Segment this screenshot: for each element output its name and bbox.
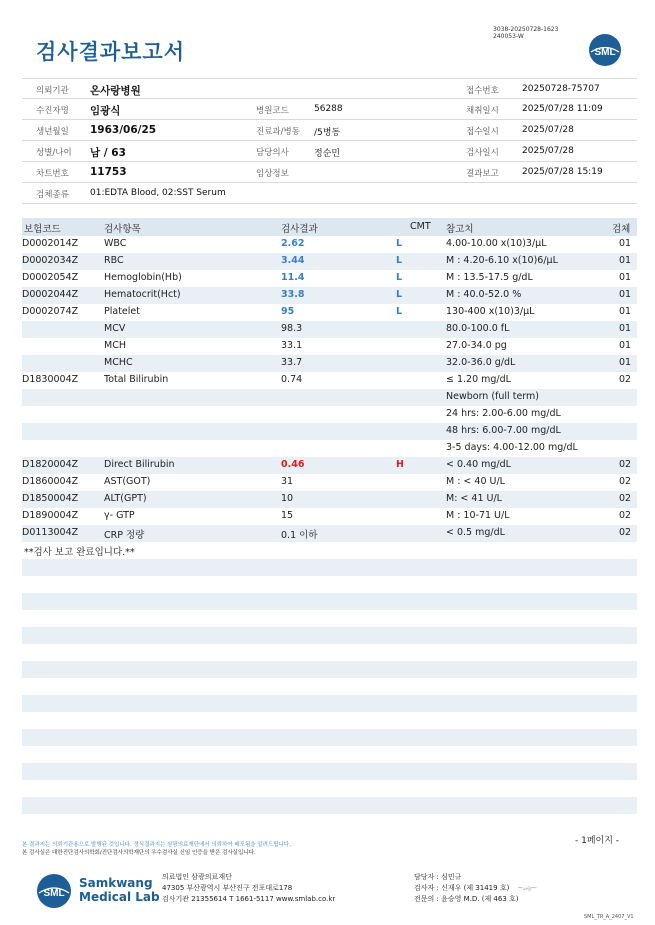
- cell-flag: L: [396, 255, 403, 266]
- brand-line1: Samkwang: [79, 876, 153, 890]
- cell-spec: 02: [619, 476, 632, 487]
- info-row: [22, 162, 637, 183]
- table-row: [22, 746, 637, 763]
- cell-code: D1850004Z: [22, 493, 79, 504]
- info-row: [22, 78, 637, 99]
- page-number: - 1페이지 -: [575, 836, 620, 846]
- cell-result: 0.46: [281, 459, 305, 470]
- receipt-date-label: 접수일시: [466, 127, 499, 137]
- cell-code: D1820004Z: [22, 459, 79, 470]
- cell-ref: 3-5 days: 4.00-12.00 mg/dL: [446, 442, 578, 453]
- table-row: [22, 287, 637, 304]
- cell-spec: 01: [619, 238, 632, 249]
- table-row: [22, 236, 637, 253]
- receipt-no-value: 20250728-75707: [522, 84, 600, 94]
- address-line3: 검사기관 21355614 T 1661-5117 www.smlab.co.kr: [162, 895, 336, 903]
- form-id: SML_TR_A_2407_V1: [584, 914, 634, 920]
- info-row: [22, 120, 637, 141]
- cell-item: CRP 정량: [104, 530, 145, 541]
- cell-item: Direct Bilirubin: [104, 459, 175, 470]
- report-date-value: 2025/07/28 15:19: [522, 167, 603, 177]
- header-item: 검사항목: [104, 224, 141, 235]
- cell-ref: 24 hrs: 2.00-6.00 mg/dL: [446, 408, 561, 419]
- dept-value: /5병동: [314, 128, 341, 138]
- cell-spec: 01: [619, 340, 632, 351]
- cell-result: 95: [281, 306, 295, 317]
- institution-label: 의뢰기관: [36, 86, 69, 96]
- cell-code: D1830004Z: [22, 374, 79, 385]
- cell-item: RBC: [104, 255, 124, 266]
- table-row: [22, 678, 637, 695]
- cell-result: 3.44: [281, 255, 305, 266]
- cell-item: ALT(GPT): [104, 493, 147, 504]
- cell-spec: 01: [619, 323, 632, 334]
- cell-spec: 02: [619, 493, 632, 504]
- cell-spec: 02: [619, 527, 632, 538]
- cell-item: MCH: [104, 340, 126, 351]
- cell-spec: 01: [619, 272, 632, 283]
- cell-spec: 01: [619, 357, 632, 368]
- cell-spec: 02: [619, 510, 632, 521]
- cell-item: γ- GTP: [104, 510, 135, 521]
- chart-no-label: 차트번호: [36, 169, 69, 179]
- report-date-label: 결과보고: [466, 169, 499, 179]
- cell-ref: M: < 41 U/L: [446, 493, 502, 504]
- header-spec: 검체: [612, 224, 631, 235]
- table-row: [22, 542, 637, 559]
- receipt-date-value: 2025/07/28: [522, 125, 574, 135]
- table-row: [22, 457, 637, 474]
- cell-code: D1890004Z: [22, 510, 79, 521]
- brand-line2: Medical Lab: [79, 890, 160, 904]
- collect-date-label: 채취일시: [466, 106, 499, 116]
- table-row: [22, 491, 637, 508]
- cell-result: 11.4: [281, 272, 305, 283]
- document-id: [493, 26, 558, 40]
- cell-flag: H: [396, 459, 404, 470]
- patient-info: [22, 78, 637, 204]
- dept-label: 진료과/병동: [256, 127, 300, 137]
- cell-result: 0.1 이하: [281, 530, 318, 541]
- cell-ref: M : 40.0-52.0 %: [446, 289, 522, 300]
- hospital-code-label: 병원코드: [256, 106, 289, 116]
- table-row: [22, 321, 637, 338]
- institution-value: 온사랑병원: [90, 85, 141, 97]
- footnote-line2: 본 검사실은 대한진단검사의학회/진단검사의학재단의 우수검사실 신임 인증을 받은 검사실입니다.: [22, 850, 256, 856]
- cell-ref: 130-400 x(10)3/μL: [446, 306, 535, 317]
- table-row: [22, 372, 637, 389]
- doctor-value: 정순민: [314, 149, 341, 159]
- cell-result: 0.74: [281, 374, 303, 385]
- cell-ref: Newborn (full term): [446, 391, 539, 402]
- cell-flag: L: [396, 289, 403, 300]
- table-row: [22, 695, 637, 712]
- cell-flag: L: [396, 306, 403, 317]
- logo-text: SML: [594, 47, 616, 58]
- address-line1: 의료법인 삼광의료재단: [162, 873, 232, 881]
- cell-ref: M : 10-71 U/L: [446, 510, 510, 521]
- footer-logo-text: SML: [43, 888, 65, 899]
- table-row: [22, 797, 637, 814]
- cell-result: 33.7: [281, 357, 303, 368]
- cell-ref: 4.00-10.00 x(10)3/μL: [446, 238, 547, 249]
- cell-ref: M : 4.20-6.10 x(10)6/μL: [446, 255, 558, 266]
- info-row: [22, 141, 637, 162]
- doctor-label: 담당의사: [256, 148, 289, 158]
- cell-code: D1860004Z: [22, 476, 79, 487]
- test-date-value: 2025/07/28: [522, 146, 574, 156]
- cell-spec: 01: [619, 255, 632, 266]
- header-result: 검사결과: [281, 224, 318, 235]
- table-row: [22, 627, 637, 644]
- footnote: [22, 841, 291, 857]
- cell-ref: 32.0-36.0 g/dL: [446, 357, 516, 368]
- results-table-header: [22, 218, 637, 236]
- header-ref: 참고치: [446, 224, 474, 235]
- cell-ref: M : 13.5-17.5 g/dL: [446, 272, 533, 283]
- table-row: [22, 780, 637, 797]
- clinical-label: 임상정보: [256, 169, 289, 179]
- cell-code: D0002044Z: [22, 289, 79, 300]
- dob-value: 1963/06/25: [90, 124, 157, 136]
- info-row: [22, 183, 637, 204]
- specimen-label: 검체종류: [36, 190, 69, 200]
- sex-age-value: 남 / 63: [90, 147, 126, 159]
- document-id-line1: 3038-20250728-1623: [493, 26, 559, 33]
- cell-flag: L: [396, 238, 403, 249]
- patient-label: 수진자명: [36, 106, 69, 116]
- table-row: [22, 253, 637, 270]
- table-row: [22, 423, 637, 440]
- chart-no-value: 11753: [90, 166, 127, 178]
- table-row: [22, 661, 637, 678]
- cell-spec: 02: [619, 459, 632, 470]
- receipt-no-label: 접수번호: [466, 86, 499, 96]
- table-row: [22, 389, 637, 406]
- cell-ref: < 0.5 mg/dL: [446, 527, 505, 538]
- results-table-body: [22, 236, 637, 814]
- hospital-code-value: 56288: [314, 104, 343, 114]
- report-title: 검사결과보고서: [36, 40, 186, 64]
- sml-logo-icon: [588, 33, 622, 67]
- footer-address: [162, 872, 335, 905]
- table-row: [22, 559, 637, 576]
- cell-item: Total Bilirubin: [104, 374, 169, 385]
- header-code: 보험코드: [24, 224, 61, 235]
- cell-item: MCV: [104, 323, 126, 334]
- cell-result: 31: [281, 476, 294, 487]
- cell-result: 15: [281, 510, 294, 521]
- staff-line3: 전문의 : 윤승영 M.D. (제 463 호): [414, 895, 519, 903]
- cell-ref: 48 hrs: 6.00-7.00 mg/dL: [446, 425, 561, 436]
- table-row: [22, 474, 637, 491]
- cell-code: D0002054Z: [22, 272, 79, 283]
- table-row: [22, 338, 637, 355]
- test-date-label: 검사일시: [466, 148, 499, 158]
- table-row: [22, 593, 637, 610]
- specimen-value: 01:EDTA Blood, 02:SST Serum: [90, 188, 226, 198]
- cell-item: Hemoglobin(Hb): [104, 272, 182, 283]
- cell-code: D0113004Z: [22, 527, 79, 538]
- footer-brand: [79, 876, 160, 904]
- table-row: [22, 355, 637, 372]
- cell-code: D0002014Z: [22, 238, 79, 249]
- address-line2: 47305 부산광역시 부산진구 전포대로178: [162, 884, 293, 892]
- cell-ref: < 0.40 mg/dL: [446, 459, 511, 470]
- sex-age-label: 성별/나이: [36, 148, 72, 158]
- cell-item: WBC: [104, 238, 127, 249]
- table-row: [22, 406, 637, 423]
- header-cmt: CMT: [410, 221, 431, 232]
- cell-item: AST(GOT): [104, 476, 151, 487]
- table-row: [22, 525, 637, 542]
- cell-flag: L: [396, 272, 403, 283]
- footer-staff: [414, 872, 537, 905]
- cell-item: MCHC: [104, 357, 133, 368]
- cell-item: Hematocrit(Hct): [104, 289, 181, 300]
- table-row: [22, 576, 637, 593]
- cell-result: 33.8: [281, 289, 305, 300]
- cell-code: D0002034Z: [22, 255, 79, 266]
- cell-code: **검사 보고 완료입니다.**: [24, 547, 135, 558]
- cell-spec: 02: [619, 374, 632, 385]
- document-id-line2: 240053-W: [493, 33, 524, 40]
- table-row: [22, 610, 637, 627]
- table-row: [22, 763, 637, 780]
- cell-result: 10: [281, 493, 294, 504]
- cell-item: Platelet: [104, 306, 140, 317]
- cell-result: 2.62: [281, 238, 305, 249]
- cell-ref: 80.0-100.0 fL: [446, 323, 510, 334]
- cell-spec: 01: [619, 306, 632, 317]
- table-row: [22, 712, 637, 729]
- cell-code: D0002074Z: [22, 306, 79, 317]
- footnote-line1: 본 결과지는 의뢰기관용으로 발행된 것입니다. 정식결과지는 삼광의료재단에서 의뢰하여 배포됨을 알려드립니다.: [22, 842, 291, 848]
- cell-ref: M : < 40 U/L: [446, 476, 505, 487]
- table-row: [22, 270, 637, 287]
- cell-result: 98.3: [281, 323, 303, 334]
- table-row: [22, 644, 637, 661]
- cell-ref: ≤ 1.20 mg/dL: [446, 374, 511, 385]
- staff-line2: 검사자 : 신재우 (제 31419 호): [414, 884, 510, 892]
- dob-label: 생년월일: [36, 127, 69, 137]
- samkwang-logo-icon: [36, 873, 72, 909]
- staff-line1: 담당자 : 심민규: [414, 873, 462, 881]
- collect-date-value: 2025/07/28 11:09: [522, 104, 603, 114]
- signature-icon: ~𝓈𝒾𝑔~: [517, 884, 538, 892]
- patient-value: 임광식: [90, 105, 121, 117]
- cell-spec: 01: [619, 289, 632, 300]
- table-row: [22, 440, 637, 457]
- cell-ref: 27.0-34.0 pg: [446, 340, 507, 351]
- table-row: [22, 508, 637, 525]
- info-row: [22, 99, 637, 120]
- cell-result: 33.1: [281, 340, 303, 351]
- table-row: [22, 729, 637, 746]
- table-row: [22, 304, 637, 321]
